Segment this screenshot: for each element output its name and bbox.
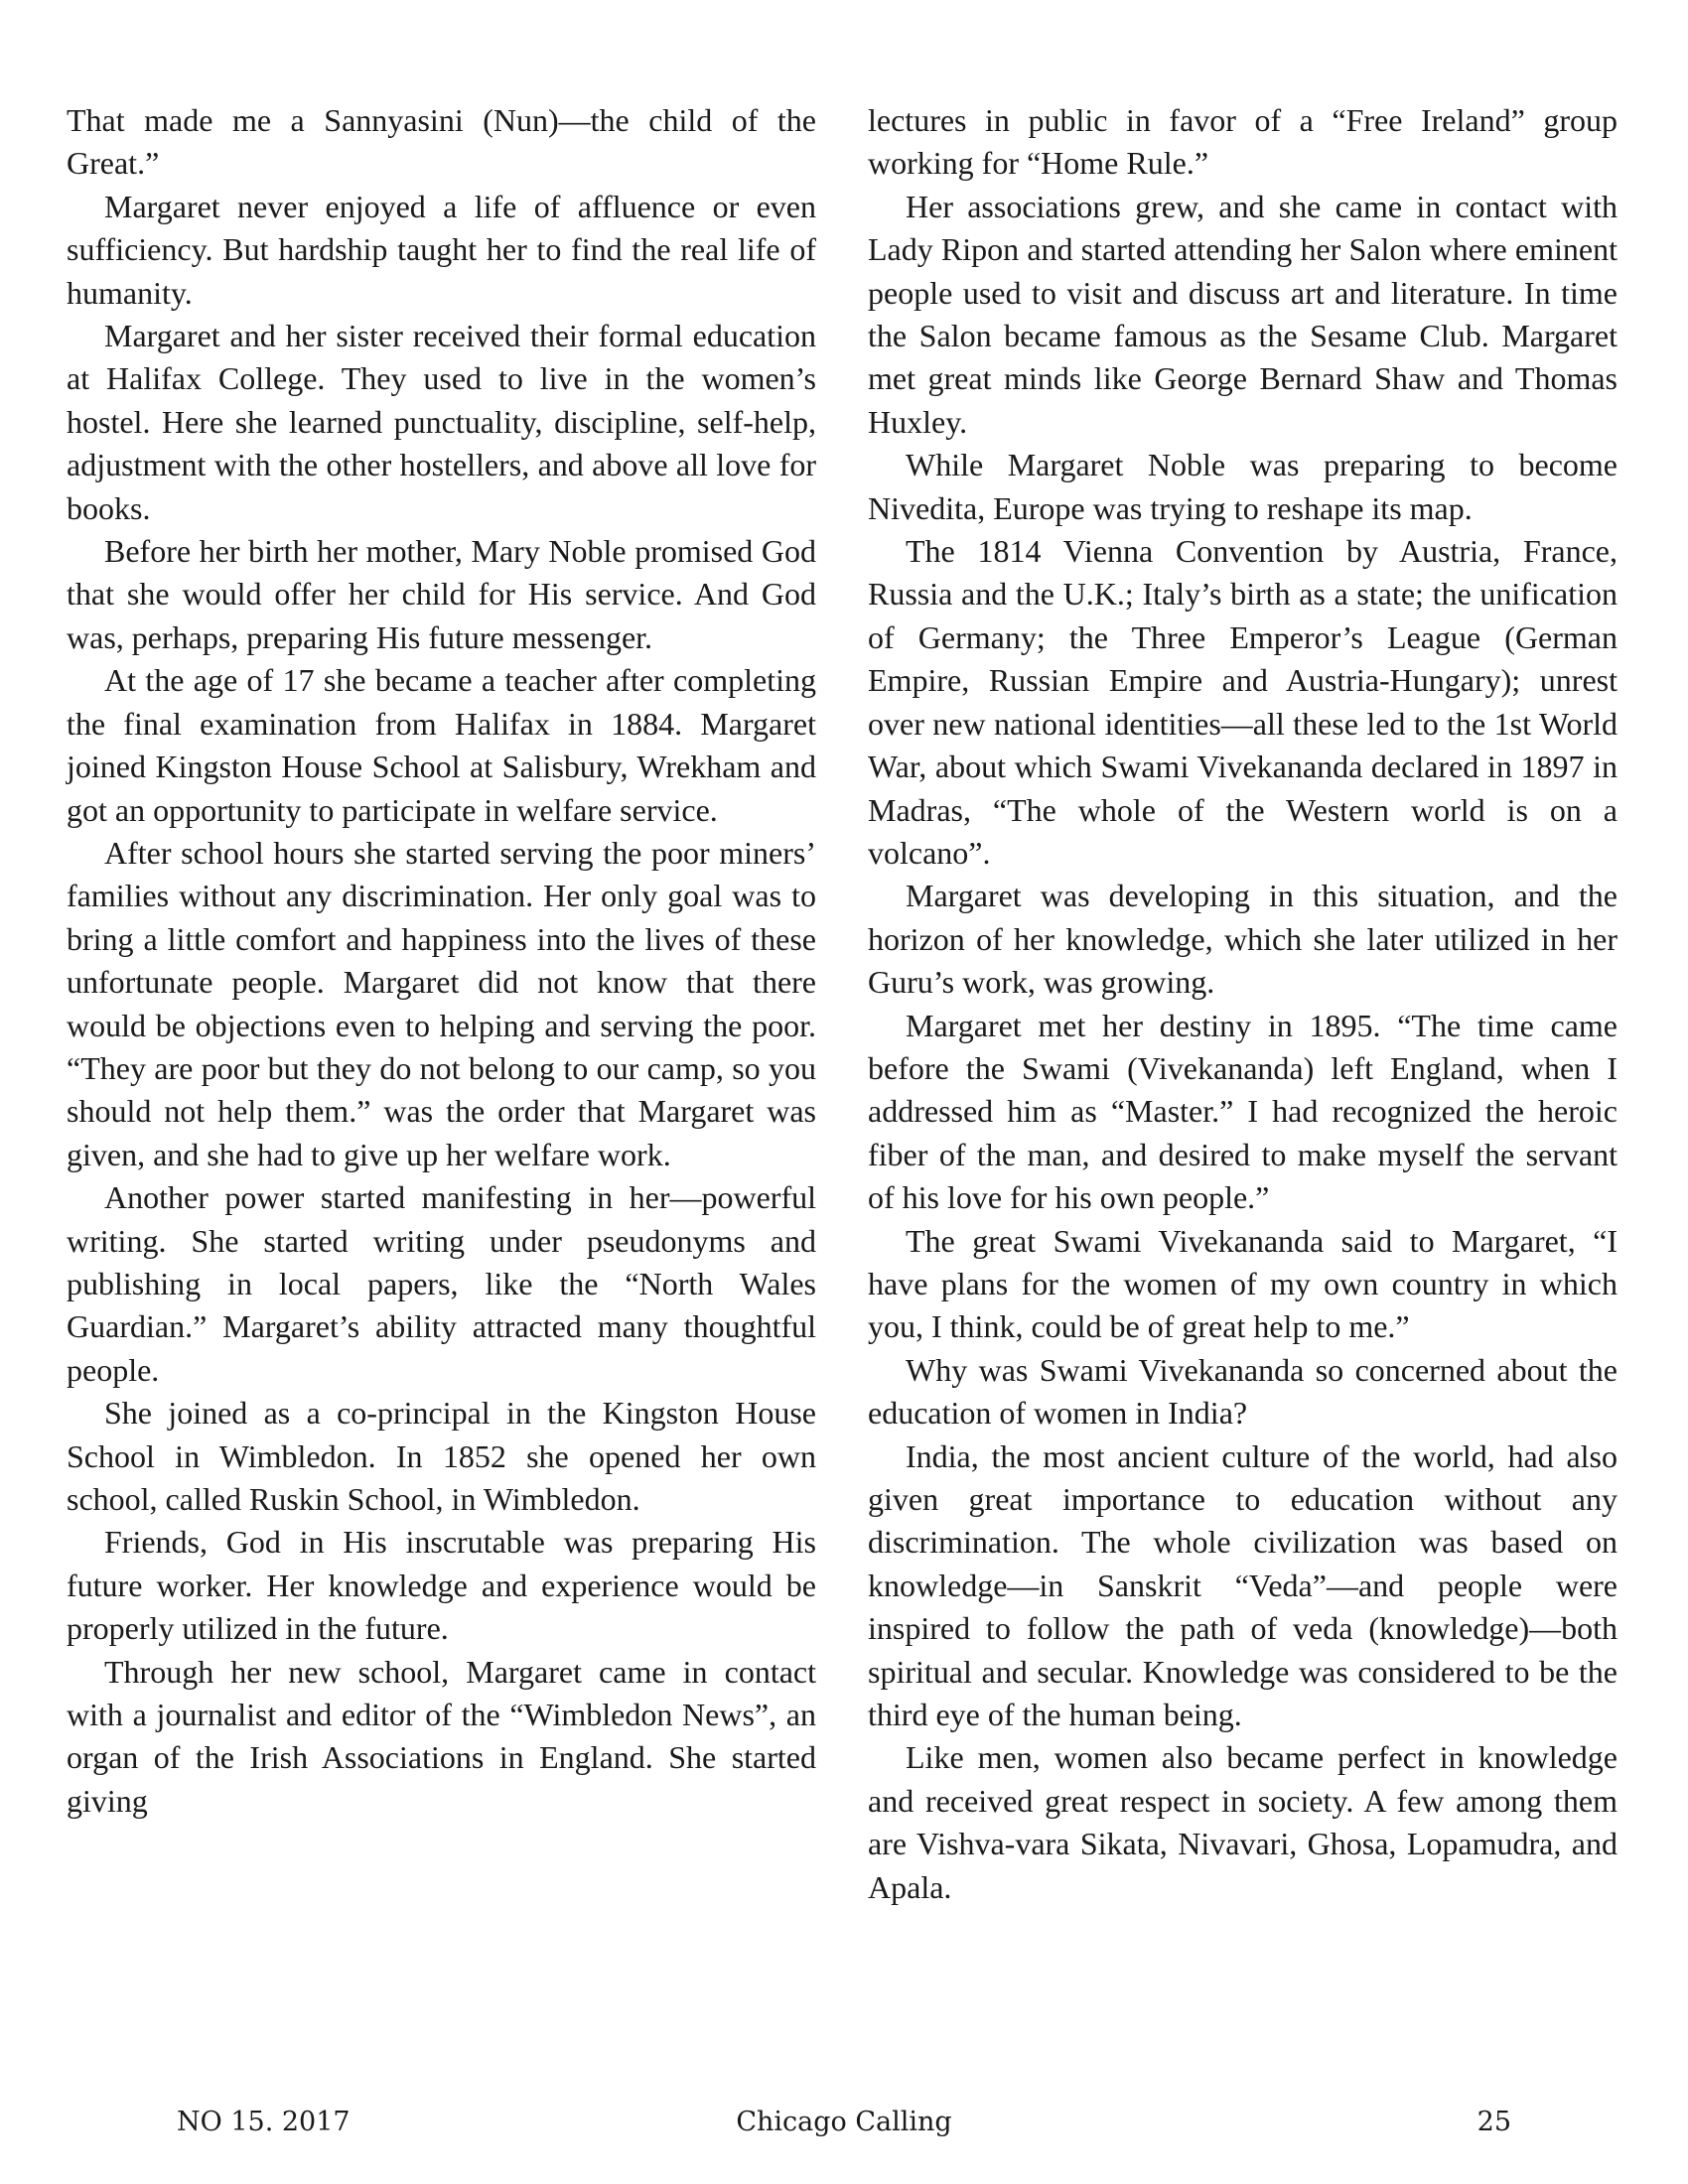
- paragraph: After school hours she started serving the poor miners’ families without any discrimination. Her only goal was to bring a little comfort and happiness into the lives of these unfortunate people. Margaret did not know that there would be objections even to helping and serving the poor. “They are poor but they do not belong to our camp, so you should not help them.” was the order that Margaret was given, and she had to give up her welfare work.: [67, 834, 816, 1172]
- publication-title: Chicago Calling: [736, 2107, 952, 2137]
- paragraph: Before her birth her mother, Mary Noble promised God that she would offer her child for His service. And God was, perhaps, preparing His future messenger.: [67, 533, 816, 655]
- paragraph: The great Swami Vivekananda said to Margaret, “I have plans for the women of my own country in which you, I think, could be of great help to me.”: [868, 1222, 1618, 1345]
- paragraph: lectures in public in favor of a “Free Ireland” group working for “Home Rule.”: [868, 102, 1618, 182]
- page-footer: [0, 2107, 1688, 2146]
- paragraph: Margaret was developing in this situation, and the horizon of her knowledge, which she later utilized in her Guru’s work, was growing.: [868, 878, 1618, 1001]
- paragraph: At the age of 17 she became a teacher after completing the final examination from Halifax in 1884. Margaret joined Kingston House School at Salisbury, Wrekham and got an opportunity to participate in welfare service.: [67, 662, 816, 828]
- paragraph: Her associations grew, and she came in contact with Lady Ripon and started attending her Salon where eminent people used to visit and discuss art and literature. In time the Salon became famous as the Sesame Club. Margaret met great minds like George Bernard Shaw and Thomas Huxley.: [868, 188, 1618, 440]
- paragraph: Friends, God in His inscrutable was preparing His future worker. Her knowledge and experience would be properly utilized in the future.: [67, 1524, 816, 1647]
- paragraph: The 1814 Vienna Convention by Austria, France, Russia and the U.K.; Italy’s birth as a state; the unification of Germany; the Three Emperor’s League (German Empire, Russian Empire and Austria-Hungary); unrest over new national identities—all these led to the 1st World War, about which Swami Vivekananda declared in 1897 in Madras, “The whole of the Western world is on a volcano”.: [868, 533, 1618, 871]
- paragraph: Through her new school, Margaret came in contact with a journalist and editor of the “Wimbledon News”, an organ of the Irish Associations in England. She started giving: [67, 1653, 816, 1819]
- left-text-column: [67, 99, 816, 1823]
- paragraph: While Margaret Noble was preparing to become Nivedita, Europe was trying to reshape its map.: [868, 447, 1618, 526]
- paragraph: Why was Swami Vivekananda so concerned about the education of women in India?: [868, 1351, 1618, 1432]
- paragraph: Margaret met her destiny in 1895. “The time came before the Swami (Vivekananda) left England, when I addressed him as “Master.” I had recognized the heroic fiber of the man, and desired to make myself the servant of his love for his own people.”: [868, 1007, 1618, 1216]
- paragraph: Another power started manifesting in her—powerful writing. She started writing under pseudonyms and publishing in local papers, like the “North Wales Guardian.” Margaret’s ability attracted many thoughtful people.: [67, 1179, 816, 1388]
- paragraph: That made me a Sannyasini (Nun)—the child of the Great.”: [67, 102, 816, 182]
- paragraph: Margaret and her sister received their formal education at Halifax College. They used to live in the women’s hostel. Here she learned punctuality, discipline, self-help, adjustment with the other hostellers, and above all love for books.: [67, 318, 816, 526]
- page-number: 25: [1477, 2107, 1511, 2137]
- paragraph: India, the most ancient culture of the world, had also given great importance to education without any discrimination. The whole civilization was based on knowledge—in Sanskrit “Veda”—and people were inspired to follow the path of veda (knowledge)—both spiritual and secular. Knowledge was considered to be the third eye of the human being.: [868, 1437, 1618, 1733]
- right-text-column: [868, 99, 1618, 1909]
- paragraph: Like men, women also became perfect in knowledge and received great respect in society. A few among them are Vishva-vara Sikata, Nivavari, Ghosa, Lopamudra, and Apala.: [868, 1739, 1618, 1905]
- paragraph: Margaret never enjoyed a life of affluence or even sufficiency. But hardship taught her to find the real life of humanity.: [67, 188, 816, 311]
- issue-number: NO 15. 2017: [177, 2107, 351, 2137]
- paragraph: She joined as a co-principal in the Kingston House School in Wimbledon. In 1852 she opened her own school, called Ruskin School, in Wimbledon.: [67, 1395, 816, 1517]
